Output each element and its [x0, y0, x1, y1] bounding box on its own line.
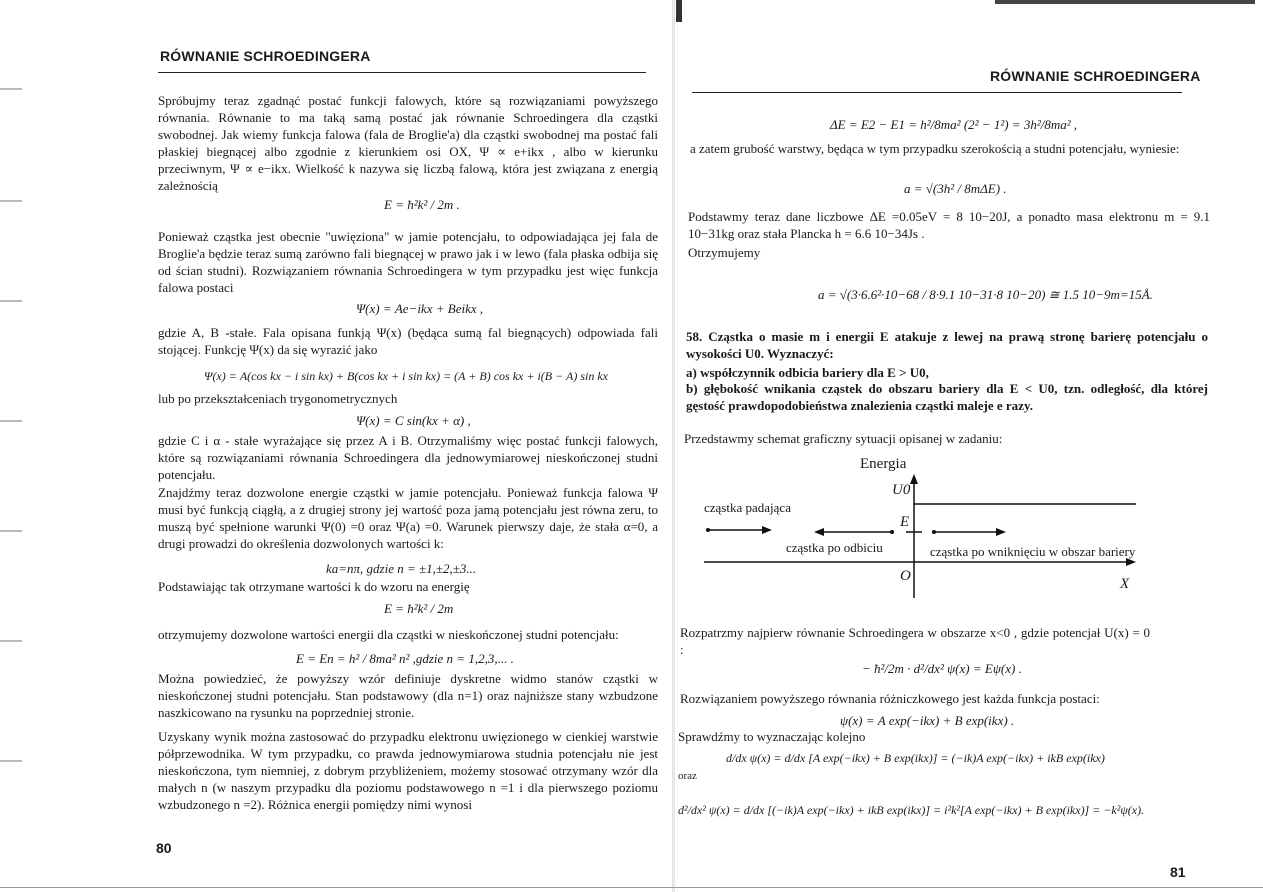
right-page — [676, 0, 1263, 892]
reflected-label: cząstka po odbiciu — [786, 540, 883, 555]
eq-psi-sin: Ψ(x) = C sin(kx + α) , — [356, 413, 471, 428]
eq-a: a = √(3h² / 8mΔE) . — [904, 181, 1007, 196]
incoming-label: cząstka padająca — [704, 500, 791, 515]
problem-item-a: a) współczynnik odbicia bariery dla E > U0, — [686, 365, 929, 380]
margin-mark — [0, 88, 22, 90]
margin-mark — [0, 420, 22, 422]
transmitted-label: cząstka po wniknięciu w obszar bariery — [930, 544, 1136, 559]
reflected-dot — [890, 530, 894, 534]
eq-psi-sum: Ψ(x) = Ae−ikx + Beikx , — [356, 301, 484, 316]
bottom-scan-line — [0, 887, 1263, 888]
text-schema: Przedstawmy schemat graficzny sytuacji opisanej w zadaniu: — [684, 431, 1003, 446]
eq-energy-levels: E = En = h² / 8ma² n² ,gdzie n = 1,2,3,... . — [296, 651, 514, 666]
left-para-1: Spróbujmy teraz zgadnąć postać funkcji falowych, które są rozwiązaniami powyższego równania. Równanie to ma taką samą postać jak równanie Schroedingera dla cząstki swobodnej. Jak wiemy funkcja falowa (fala de Broglie'a) dla cząstki swobodnej ma postać fali płaskiej biegnącej albo zgodnie z kierunkiem osi OX, Ψ ∝ e+ikx , albo w kierunku przeciwnym, Ψ ∝ e−ikx. Wielkość k nazywa się liczbą falową, która jest związana z energią zależnością — [158, 93, 658, 193]
text-consider: Rozpatrzmy najpierw równanie Schroedingera w obszarze x<0 , gdzie potencjał U(x) = 0 : — [680, 625, 1150, 657]
right-header: RÓWNANIE SCHROEDINGERA — [990, 68, 1201, 84]
text-solution: Rozwiązaniem powyższego równania różniczkowego jest każda funkcja postaci: — [680, 691, 1100, 706]
e-label: E — [900, 514, 910, 530]
right-header-rule — [692, 92, 1182, 93]
eq-second-derivative: d²/dx² ψ(x) = d/dx [(−ik)A exp(−ikx) + ikB exp(ikx)] = i²k²[A exp(−ikx) + B exp(ikx)] = −k²ψ(x). — [678, 803, 1145, 817]
left-para-4: lub po przekształceniach trygonometrycznych — [158, 391, 398, 406]
energy-label: Energia — [860, 456, 907, 472]
margin-mark — [0, 760, 22, 762]
incoming-arrow-head — [762, 526, 772, 534]
origin-label: O — [900, 568, 911, 584]
book-fold — [672, 0, 675, 892]
barrier-diagram — [696, 452, 1166, 602]
left-para-2: Ponieważ cząstka jest obecnie "uwięziona" w jamie potencjału, to odpowiadająca jej fala de Broglie'a będzie teraz sumą zarówno fali biegnącej w prawo jak i w lewo (fala płaska odbija się od ścian studni). Rozwiązaniem równania Schroedingera w tym przypadku jest więc funkcja falowa postaci — [158, 229, 658, 295]
eq-schrodinger: − ħ²/2m · d²/dx² ψ(x) = Eψ(x) . — [862, 661, 1022, 676]
transmitted-arrow-head — [996, 528, 1006, 536]
left-page-number: 80 — [156, 840, 172, 856]
eq-delta-e: ΔE = E2 − E1 = h²/8ma² (2² − 1²) = 3h²/8ma² , — [830, 117, 1078, 132]
text-obtain: Otrzymujemy — [688, 245, 761, 260]
left-para-8: otrzymujemy dozwolone wartości energii dla cząstki w nieskończonej studni potencjału: — [158, 627, 619, 642]
left-para-5: gdzie C i α - stałe wyrażające się przez A i B. Otrzymaliśmy więc postać funkcji falowych, które są rozwiązaniami równania Schroedingera dla jednowymiarowej nieskończonej studni potencjału. — [158, 433, 658, 482]
transmitted-dot — [932, 530, 936, 534]
text-values: Podstawmy teraz dane liczbowe ΔE =0.05eV = 8 10−20J, a ponadto masa elektronu m = 9.1 10−31kg oraz stała Plancka h = 6.6 10−34Js . — [688, 209, 1210, 241]
u0-label: U0 — [892, 482, 911, 498]
margin-mark — [0, 640, 22, 642]
margin-mark — [0, 530, 22, 532]
incoming-dot — [706, 528, 710, 532]
text-oraz: oraz — [678, 770, 697, 782]
energy-axis-arrow — [910, 474, 918, 484]
reflected-arrow-head — [814, 528, 824, 536]
eq-energy-k2: E = ħ²k² / 2m — [384, 601, 454, 616]
text-check: Sprawdźmy to wyznaczając kolejno — [678, 729, 866, 744]
eq-psi-general: ψ(x) = A exp(−ikx) + B exp(ikx) . — [840, 713, 1015, 728]
problem-item-b: b) głębokość wnikania cząstek do obszaru bariery dla E < U0, tzn. odległość, dla której gęstość prawdopodobieństwa znalezienia cząstki maleje e razy. — [686, 381, 1208, 413]
left-para-6: Znajdźmy teraz dozwolone energie cząstki w jamie potencjału. Ponieważ funkcja falowa Ψ musi być funkcją ciągłą, a z drugiej strony jej wartość poza jamą potencjału jest równa zeru, to muszą być spełnione warunki Ψ(0) =0 oraz Ψ(a) =0. Warunek pierwszy daje, że stała α=0, a drugi prowadzi do określenia dozwolonych wartości k: — [158, 485, 658, 551]
eq-a-numeric: a = √(3·6.6²·10−68 / 8·9.1 10−31·8 10−20) ≅ 1.5 10−9m=15Å. — [818, 287, 1153, 302]
left-header-rule — [158, 72, 646, 73]
text-thickness: a zatem grubość warstwy, będąca w tym przypadku szerokością a studni potencjału, wyniesie: — [690, 141, 1180, 156]
eq-psi-expand: Ψ(x) = A(cos kx − i sin kx) + B(cos kx + i sin kx) = (A + B) cos kx + i(B − A) sin kx — [204, 369, 608, 383]
left-para-3: gdzie A, B -stałe. Fala opisana funkją Ψ(x) (będąca sumą fal biegnących) odpowiada fali stojącej. Funkcję Ψ(x) da się wyrazić jako — [158, 325, 658, 357]
problem-title: 58. Cząstka o masie m i energii E atakuje z lewej na prawą stronę barierę potencjału o wysokości U0. Wyznaczyć: — [686, 329, 1208, 361]
eq-first-derivative: d/dx ψ(x) = d/dx [A exp(−ikx) + B exp(ikx)] = (−ik)A exp(−ikx) + ikB exp(ikx) — [726, 751, 1105, 765]
left-para-10: Uzyskany wynik można zastosować do przypadku elektronu uwięzionego w cienkiej warstwie półprzewodnika. W tym przypadku, co prawda jednowymiarowa studnia potencjału nie jest nieskończona, tym niemniej, z dobrym przybliżeniem, możemy stosować otrzymany wzór dla małych n (w naszym przypadku dla poziomu podstawowego n =1 i dla pierwszego poziomu wzbudzonego n =2). Różnica energii pomiędzy nimi wynosi — [158, 729, 658, 812]
eq-k-values: ka=nπ, gdzie n = ±1,±2,±3... — [326, 561, 477, 576]
x-axis-label: X — [1120, 576, 1130, 592]
right-page-number: 81 — [1170, 864, 1186, 880]
eq-energy-k: E = ħ²k² / 2m . — [384, 197, 460, 212]
left-para-7: Podstawiając tak otrzymane wartości k do wzoru na energię — [158, 579, 470, 594]
barrier-figure — [696, 452, 1166, 602]
margin-mark — [0, 300, 22, 302]
margin-mark — [0, 200, 22, 202]
left-header: RÓWNANIE SCHROEDINGERA — [160, 48, 371, 64]
left-para-9: Można powiedzieć, że powyższy wzór definiuje dyskretne widmo stanów cząstki w nieskończonej studni potencjału. Stan podstawowy (dla n=1) oraz najniższe stany wzbudzone naszkicowano na rysunku na poprzedniej stronie. — [158, 671, 658, 720]
